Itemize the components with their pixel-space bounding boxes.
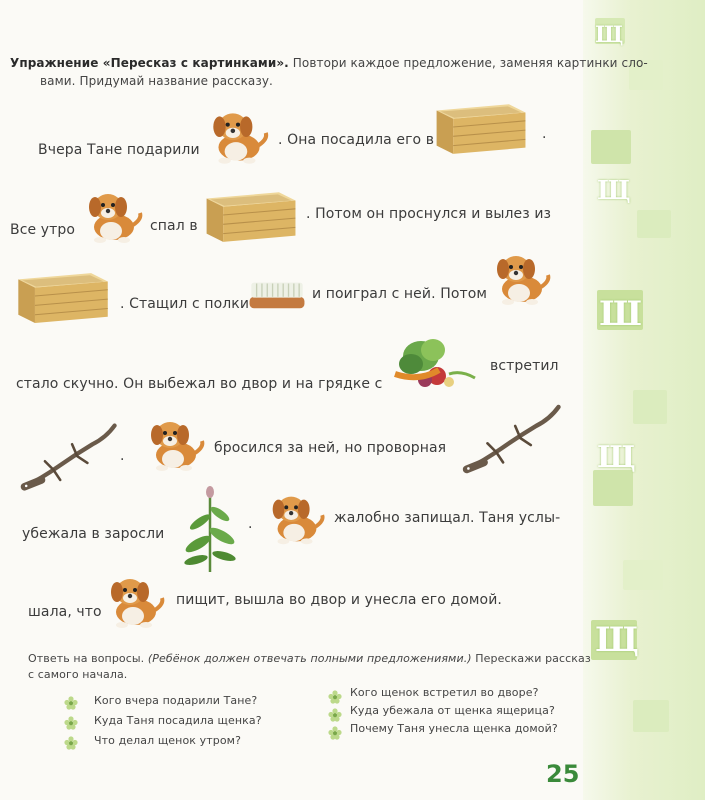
question-item: Куда Таня посадила щенка? — [94, 714, 262, 727]
decorative-letter-strip — [583, 0, 705, 800]
flower-bullet-icon — [328, 690, 342, 704]
flower-bullet-icon — [328, 708, 342, 722]
story-text: . Потом он проснулся и вылез из — [306, 206, 552, 222]
story-text: жалобно запищал. Таня услы- — [334, 510, 561, 526]
story-text: . — [542, 126, 547, 142]
story-text: встретил — [490, 358, 559, 374]
exercise-intro-line-2: вами. Придумай название рассказу. — [40, 74, 273, 88]
story-text: стало скучно. Он выбежал во двор и на грядке с — [16, 376, 383, 392]
question-item: Что делал щенок утром? — [94, 734, 242, 747]
flower-bullet-icon — [64, 696, 78, 710]
strip-letter: Щ — [595, 620, 639, 660]
wooden-box-icon — [428, 96, 532, 158]
flower-bullet-icon — [328, 726, 342, 740]
story-text: убежала в заросли — [22, 526, 165, 542]
exercise-intro-line-1 — [10, 56, 648, 70]
strip-letter: Ш — [599, 294, 643, 334]
story-text: . — [120, 448, 125, 464]
letter-tile — [633, 390, 667, 424]
letter-tile — [633, 700, 669, 732]
question-item: Куда убежала от щенка ящерица? — [350, 704, 555, 717]
story-text: бросился за ней, но проворная — [214, 440, 447, 456]
lizard-icon — [458, 400, 562, 478]
questions-lead — [28, 652, 591, 665]
puppy-icon — [100, 570, 170, 634]
puppy-icon — [78, 186, 148, 248]
flower-bullet-icon — [64, 716, 78, 730]
question-item: Почему Таня унесла щенка домой? — [350, 722, 558, 735]
exercise-title: Упражнение «Пересказ с картинками». — [10, 56, 289, 70]
story-text: . Стащил с полки — [120, 296, 250, 312]
exercise-instruction: Повтори каждое предложение, заменяя картинки сло- — [288, 56, 648, 70]
weed-plant-icon — [180, 484, 240, 574]
lizard-icon — [16, 416, 118, 498]
flower-bullet-icon — [64, 736, 78, 750]
story-text: шала, что — [28, 604, 102, 620]
brush-icon — [246, 276, 308, 314]
page-number: 25 — [546, 760, 580, 788]
story-text: Вчера Тане подарили — [38, 142, 200, 158]
questions-lead-line-2: с самого начала. — [28, 668, 128, 681]
wooden-box-icon — [198, 184, 302, 246]
letter-tile — [637, 210, 671, 238]
question-item: Кого вчера подарили Тане? — [94, 694, 258, 707]
question-item: Кого щенок встретил во дворе? — [350, 686, 539, 699]
vegetables-icon — [388, 334, 480, 394]
story-text: и поиграл с ней. Потом — [312, 286, 488, 302]
questions-lead-text: Ответь на вопросы. — [28, 652, 145, 665]
story-text: . Она посадила его в — [278, 132, 435, 148]
story-text: спал в — [150, 218, 198, 234]
letter-tile — [593, 470, 633, 506]
story-text: пищит, вышла во двор и унесла его домой. — [176, 592, 502, 608]
puppy-icon — [202, 106, 274, 168]
letter-tile — [591, 130, 631, 164]
questions-lead-tail: Перескажи рассказ — [471, 652, 591, 665]
wooden-box-icon — [10, 264, 114, 328]
puppy-icon — [486, 248, 556, 310]
puppy-icon — [140, 414, 210, 476]
story-text: Все утро — [10, 222, 76, 238]
questions-lead-italic: (Ребёнок должен отвечать полными предложениями.) — [147, 652, 472, 665]
story-text: . — [248, 516, 253, 532]
puppy-icon — [262, 488, 330, 550]
strip-letter: Щ — [597, 176, 631, 206]
strip-letter: Щ — [597, 440, 636, 475]
letter-tile — [623, 560, 663, 590]
strip-letter: Щ — [595, 22, 624, 48]
